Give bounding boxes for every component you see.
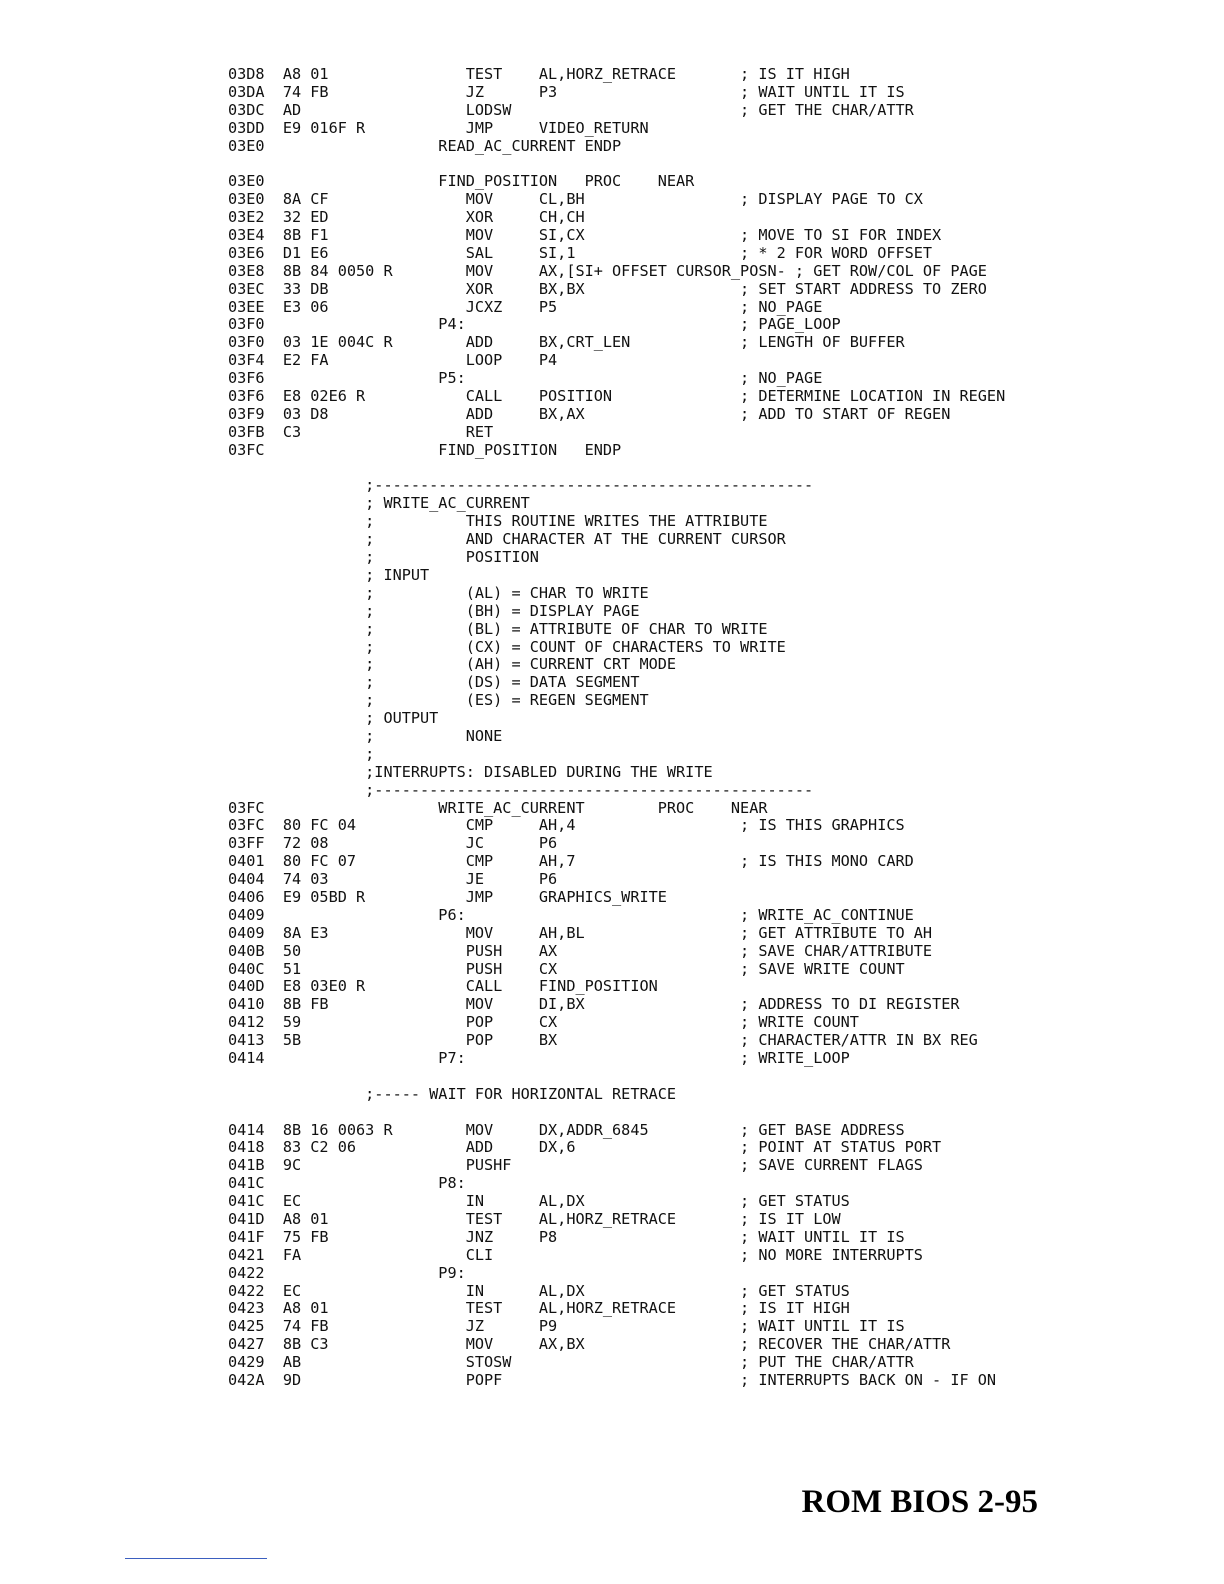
listing-line: ; (BL) = ATTRIBUTE OF CHAR TO WRITE xyxy=(228,619,768,638)
listing-line: ; (BH) = DISPLAY PAGE xyxy=(228,601,640,620)
listing-line: 03F6 P5: ; NO_PAGE xyxy=(228,369,823,388)
listing-line xyxy=(228,1068,1005,1086)
listing-line: 0429 AB STOSW ; PUT THE CHAR/ATTR xyxy=(228,1353,914,1372)
listing-line: 03FC 80 FC 04 CMP AH,4 ; IS THIS GRAPHICS xyxy=(228,816,905,835)
listing-line: 0409 P6: ; WRITE_AC_CONTINUE xyxy=(228,905,914,924)
listing-line: 041B 9C PUSHF ; SAVE CURRENT FLAGS xyxy=(228,1156,923,1175)
listing-line: 0406 E9 05BD R JMP GRAPHICS_WRITE xyxy=(228,887,667,906)
listing-line: 0409 8A E3 MOV AH,BL ; GET ATTRIBUTE TO AH xyxy=(228,923,933,942)
listing-line: 0412 59 POP CX ; WRITE COUNT xyxy=(228,1013,859,1032)
listing-line: 041C P8: xyxy=(228,1174,466,1193)
listing-line: ; xyxy=(228,744,375,763)
listing-line: 03FB C3 RET xyxy=(228,422,494,441)
listing-line: ;----- WAIT FOR HORIZONTAL RETRACE xyxy=(228,1084,677,1103)
listing-line: 03DD E9 016F R JMP VIDEO_RETURN xyxy=(228,118,649,137)
listing-line: 040B 50 PUSH AX ; SAVE CHAR/ATTRIBUTE xyxy=(228,941,933,960)
listing-line: 041F 75 FB JNZ P8 ; WAIT UNTIL IT IS xyxy=(228,1227,905,1246)
listing-line: 0418 83 C2 06 ADD DX,6 ; POINT AT STATUS PORT xyxy=(228,1138,942,1157)
page-footer-title: ROM BIOS 2-95 xyxy=(801,1484,1038,1520)
listing-line: ; AND CHARACTER AT THE CURRENT CURSOR xyxy=(228,530,786,549)
listing-line: 03EE E3 06 JCXZ P5 ; NO_PAGE xyxy=(228,297,823,316)
listing-line: 03F0 03 1E 004C R ADD BX,CRT_LEN ; LENGTH OF BUFFER xyxy=(228,333,905,352)
listing-line: 0427 8B C3 MOV AX,BX ; RECOVER THE CHAR/ATTR xyxy=(228,1335,951,1354)
listing-line: ; (AH) = CURRENT CRT MODE xyxy=(228,655,677,674)
listing-line: ; (CX) = COUNT OF CHARACTERS TO WRITE xyxy=(228,637,786,656)
listing-line: 0404 74 03 JE P6 xyxy=(228,870,558,889)
listing-line: 0414 8B 16 0063 R MOV DX,ADDR_6845 ; GET BASE ADDRESS xyxy=(228,1120,905,1139)
listing-line: ; POSITION xyxy=(228,548,539,567)
listing-line: ; INPUT xyxy=(228,565,430,584)
listing-line: 03E8 8B 84 0050 R MOV AX,[SI+ OFFSET CURSOR_POSN- ; GET ROW/COL OF PAGE xyxy=(228,261,987,280)
listing-line: 03EC 33 DB XOR BX,BX ; SET START ADDRESS TO ZERO xyxy=(228,279,987,298)
listing-line: 03E0 8A CF MOV CL,BH ; DISPLAY PAGE TO CX xyxy=(228,190,923,209)
listing-line: 03F9 03 D8 ADD BX,AX ; ADD TO START OF REGEN xyxy=(228,404,951,423)
listing-line: ; NONE xyxy=(228,726,503,745)
listing-line: 03F0 P4: ; PAGE_LOOP xyxy=(228,315,841,334)
listing-line: 0410 8B FB MOV DI,BX ; ADDRESS TO DI REGISTER xyxy=(228,995,960,1014)
listing-line xyxy=(228,1104,1005,1122)
listing-line: ;------------------------------------------------ xyxy=(228,476,814,495)
listing-line: ; WRITE_AC_CURRENT xyxy=(228,494,530,513)
footer-rule xyxy=(125,1558,267,1559)
listing-line: ; (AL) = CHAR TO WRITE xyxy=(228,583,649,602)
listing-line: 042A 9D POPF ; INTERRUPTS BACK ON - IF ON xyxy=(228,1371,997,1390)
listing-line: 0421 FA CLI ; NO MORE INTERRUPTS xyxy=(228,1245,923,1264)
listing-line: 0401 80 FC 07 CMP AH,7 ; IS THIS MONO CARD xyxy=(228,852,914,871)
listing-line: 03FF 72 08 JC P6 xyxy=(228,834,558,853)
listing-line: ;INTERRUPTS: DISABLED DURING THE WRITE xyxy=(228,762,713,781)
listing-line: 03E0 READ_AC_CURRENT ENDP xyxy=(228,136,622,155)
listing-line: ; (ES) = REGEN SEGMENT xyxy=(228,691,649,710)
listing-line: 03FC FIND_POSITION ENDP xyxy=(228,440,622,459)
listing-line: ; OUTPUT xyxy=(228,709,439,728)
listing-line: 0422 EC IN AL,DX ; GET STATUS xyxy=(228,1281,850,1300)
listing-line: 03D8 A8 01 TEST AL,HORZ_RETRACE ; IS IT HIGH xyxy=(228,65,850,83)
listing-line: 0423 A8 01 TEST AL,HORZ_RETRACE ; IS IT HIGH xyxy=(228,1299,850,1318)
listing-line: 03DC AD LODSW ; GET THE CHAR/ATTR xyxy=(228,100,914,119)
listing-line: ;------------------------------------------------ xyxy=(228,780,814,799)
listing-line: 0413 5B POP BX ; CHARACTER/ATTR IN BX REG xyxy=(228,1031,978,1050)
assembly-listing xyxy=(228,66,1005,1390)
listing-line: 0425 74 FB JZ P9 ; WAIT UNTIL IT IS xyxy=(228,1317,905,1336)
listing-line: 03E0 FIND_POSITION PROC NEAR xyxy=(228,172,695,191)
listing-line: 041D A8 01 TEST AL,HORZ_RETRACE ; IS IT LOW xyxy=(228,1210,841,1228)
listing-line: 03E6 D1 E6 SAL SI,1 ; * 2 FOR WORD OFFSET xyxy=(228,243,933,262)
listing-line: 03FC WRITE_AC_CURRENT PROC NEAR xyxy=(228,798,768,817)
listing-line: 040C 51 PUSH CX ; SAVE WRITE COUNT xyxy=(228,959,905,978)
listing-line: ; (DS) = DATA SEGMENT xyxy=(228,673,640,692)
listing-line: 03E4 8B F1 MOV SI,CX ; MOVE TO SI FOR INDEX xyxy=(228,226,942,245)
listing-line: 0414 P7: ; WRITE_LOOP xyxy=(228,1048,850,1067)
listing-line: 03F4 E2 FA LOOP P4 xyxy=(228,351,558,370)
listing-line: 03E2 32 ED XOR CH,CH xyxy=(228,208,585,227)
listing-line: ; THIS ROUTINE WRITES THE ATTRIBUTE xyxy=(228,512,768,531)
listing-line: 0422 P9: xyxy=(228,1263,466,1282)
listing-line xyxy=(228,460,1005,478)
listing-line: 03DA 74 FB JZ P3 ; WAIT UNTIL IT IS xyxy=(228,82,905,101)
listing-line: 041C EC IN AL,DX ; GET STATUS xyxy=(228,1192,850,1211)
listing-line: 040D E8 03E0 R CALL FIND_POSITION xyxy=(228,977,658,996)
listing-line xyxy=(228,155,1005,173)
listing-line: 03F6 E8 02E6 R CALL POSITION ; DETERMINE LOCATION IN REGEN xyxy=(228,387,1006,406)
